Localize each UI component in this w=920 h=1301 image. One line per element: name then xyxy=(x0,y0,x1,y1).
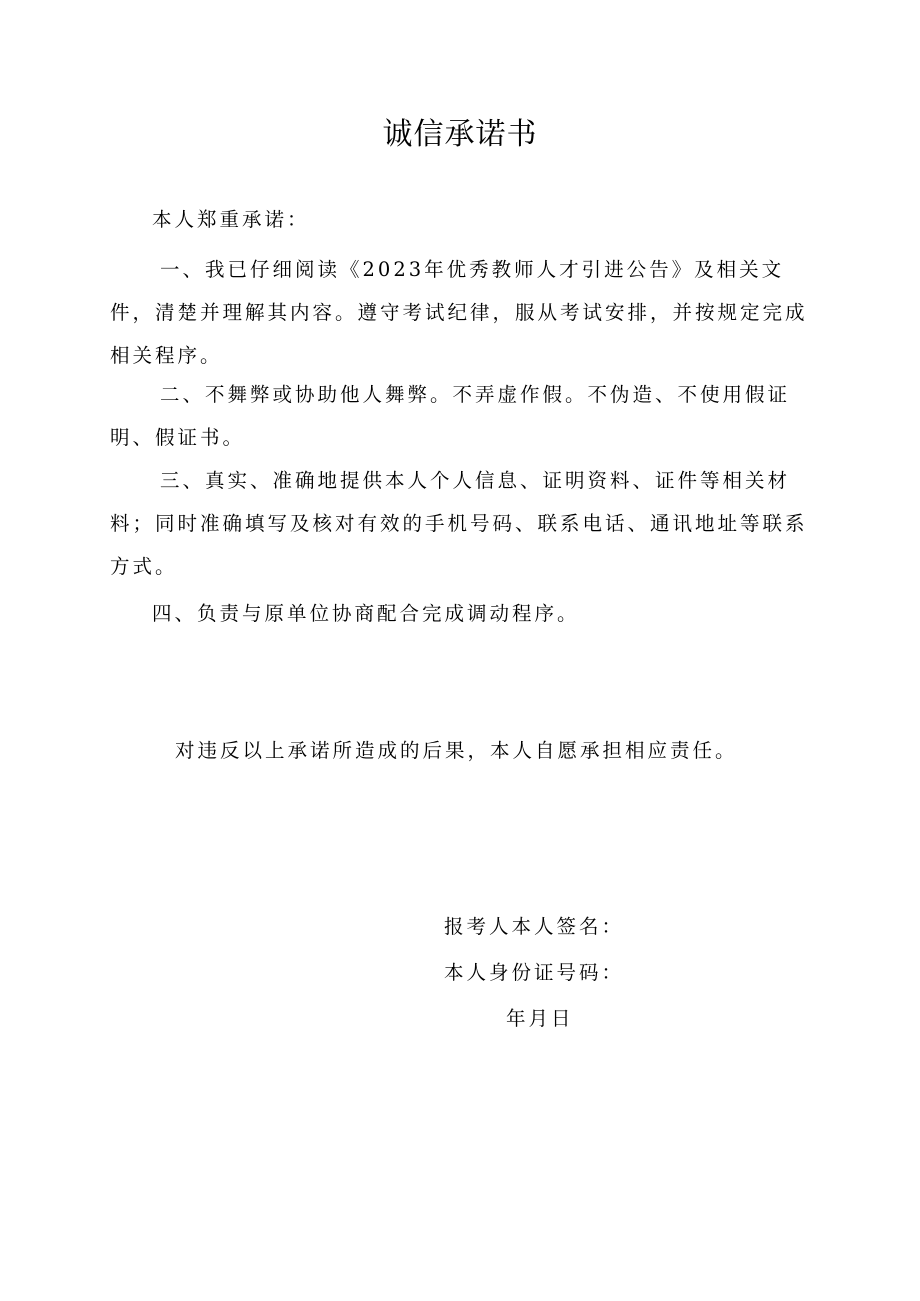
commitment-item-2: 二、不舞弊或协助他人舞弊。不弄虚作假。不伪造、不使用假证明、假证书。 xyxy=(110,383,791,449)
id-number-label: 本人身份证号码： xyxy=(444,961,625,984)
commitment-item-4: 四、负责与原单位协商配合完成调动程序。 xyxy=(152,602,580,625)
intro-text: 本人郑重承诺： xyxy=(152,208,310,231)
signature-name-label: 报考人本人签名： xyxy=(444,915,625,938)
document-title: 诚信承诺书 xyxy=(382,117,538,152)
commitment-item-1: 一、我已仔细阅读《2023年优秀教师人才引进公告》及相关文件，清楚并理解其内容。遵守考试纪律，服从考试安排，并按规定完成相关程序。 xyxy=(110,258,808,367)
date-label: 年月日 xyxy=(506,1007,574,1030)
closing-statement: 对违反以上承诺所造成的后果，本人自愿承担相应责任。 xyxy=(175,739,738,762)
commitment-item-3: 三、真实、准确地提供本人个人信息、证明资料、证件等相关材料；同时准确填写及核对有效的手机号码、联系电话、通讯地址等联系方式。 xyxy=(110,469,808,578)
